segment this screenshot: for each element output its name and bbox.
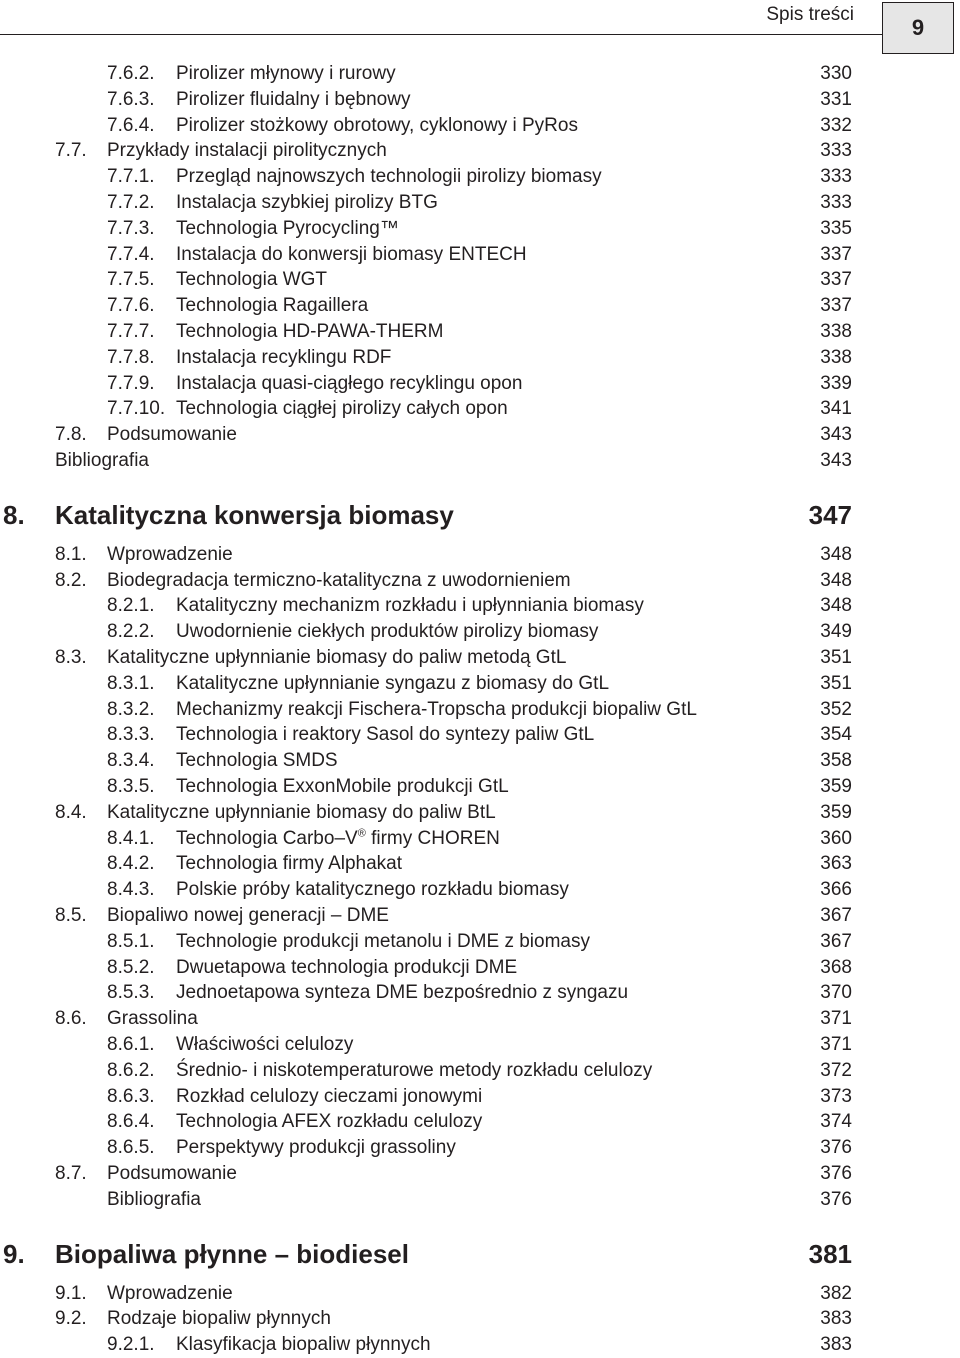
registered-mark: ® [357, 827, 366, 840]
toc-entry[interactable] [0, 748, 960, 774]
toc-entry[interactable] [0, 1084, 960, 1110]
toc-title: Technologia HD-PAWA-THERM [176, 321, 444, 342]
toc-entry[interactable] [0, 980, 960, 1006]
toc-page-number: 338 [820, 321, 852, 342]
toc-number: 7.7.9. [107, 373, 155, 394]
toc-title: Właściwości celulozy [176, 1034, 354, 1055]
toc-title: Technologia SMDS [176, 750, 338, 771]
toc-page-number: 373 [820, 1086, 852, 1107]
toc-page-number: 335 [820, 218, 852, 239]
toc-entry[interactable] [0, 422, 960, 448]
toc-chapter[interactable] [0, 1237, 960, 1271]
toc-page-number: 381 [808, 1238, 852, 1269]
toc-entry[interactable] [0, 903, 960, 929]
toc-entry[interactable] [0, 1032, 960, 1058]
toc-page-number: 343 [820, 424, 852, 445]
toc-entry[interactable] [0, 1161, 960, 1187]
toc-title: Pirolizer młynowy i rurowy [176, 63, 396, 84]
toc-page-number: 360 [820, 828, 852, 849]
toc-page-number: 367 [820, 905, 852, 926]
toc-number: 8.6.1. [107, 1034, 155, 1055]
toc-title: Przegląd najnowszych technologii pirolizy biomasy [176, 166, 602, 187]
toc-number: 8.5.3. [107, 982, 155, 1003]
toc-page-number: 359 [820, 776, 852, 797]
toc-number: 9.2. [55, 1308, 87, 1329]
toc-entry[interactable] [0, 345, 960, 371]
toc-entry[interactable] [0, 319, 960, 345]
toc-number: 8.3.3. [107, 724, 155, 745]
toc-title: Podsumowanie [107, 424, 237, 445]
toc-entry[interactable] [0, 593, 960, 619]
toc-entry[interactable] [0, 568, 960, 594]
toc-title: Technologia AFEX rozkładu celulozy [176, 1111, 483, 1132]
toc-number: 9. [3, 1238, 25, 1269]
toc-number: 8.6. [55, 1008, 87, 1029]
toc-page-number: 347 [808, 499, 852, 530]
toc-number: 8.1. [55, 544, 87, 565]
toc-number: 8.6.2. [107, 1060, 155, 1081]
toc-title: Katalityczna konwersja biomasy [55, 499, 454, 530]
toc-title: Technologia WGT [176, 269, 328, 290]
toc-entry[interactable] [0, 1109, 960, 1135]
toc-title: Bibliografia [55, 450, 149, 471]
toc-page-number: 332 [820, 115, 852, 136]
toc-entry[interactable] [0, 164, 960, 190]
toc-number: 8.5. [55, 905, 87, 926]
toc-entry[interactable] [0, 242, 960, 268]
toc-entry[interactable] [0, 113, 960, 139]
toc-entry[interactable] [0, 1058, 960, 1084]
toc-number: 8.3.2. [107, 699, 155, 720]
toc-title: Średnio- i niskotemperaturowe metody rozkładu celulozy [176, 1060, 653, 1081]
toc-number: 8.4.2. [107, 853, 155, 874]
toc-entry[interactable] [0, 774, 960, 800]
toc-page-number: 348 [820, 570, 852, 591]
toc-number: 7.7.7. [107, 321, 155, 342]
toc-title: Wprowadzenie [107, 1283, 233, 1304]
toc-title: Katalityczne upłynnianie biomasy do paliw BtL [107, 802, 496, 823]
toc-page-number: 337 [820, 295, 852, 316]
toc-title: Instalacja do konwersji biomasy ENTECH [176, 244, 527, 265]
toc-title: Polskie próby katalitycznego rozkładu biomasy [176, 879, 569, 900]
toc-page-number: 348 [820, 544, 852, 565]
toc-entry[interactable] [0, 1006, 960, 1032]
toc-entry[interactable] [0, 619, 960, 645]
toc-entry[interactable] [0, 851, 960, 877]
toc-page-number: 363 [820, 853, 852, 874]
toc-title: Podsumowanie [107, 1163, 237, 1184]
toc-entry[interactable] [0, 216, 960, 242]
toc-entry[interactable] [0, 697, 960, 723]
toc-page-number: 359 [820, 802, 852, 823]
toc-page-number: 371 [820, 1008, 852, 1029]
toc-title: Mechanizmy reakcji Fischera-Tropscha produkcji biopaliw GtL [176, 699, 697, 720]
toc-page-number: 337 [820, 269, 852, 290]
toc-page-number: 354 [820, 724, 852, 745]
toc-entry[interactable] [0, 87, 960, 113]
toc-title: Katalityczne upłynnianie biomasy do paliw metodą GtL [107, 647, 567, 668]
toc-page-number: 382 [820, 1283, 852, 1304]
toc-page-number: 371 [820, 1034, 852, 1055]
toc-title: Katalityczny mechanizm rozkładu i upłynniania biomasy [176, 595, 644, 616]
toc-page-number: 383 [820, 1308, 852, 1329]
toc-number: 7.6.3. [107, 89, 155, 110]
toc-entry[interactable] [0, 722, 960, 748]
toc-title: Perspektywy produkcji grassoliny [176, 1137, 456, 1158]
toc-number: 7.6.4. [107, 115, 155, 136]
toc-entry[interactable] [0, 671, 960, 697]
toc-number: 8.5.2. [107, 957, 155, 978]
toc-entry[interactable] [0, 1281, 960, 1307]
toc-title: Biodegradacja termiczno-katalityczna z uwodornieniem [107, 570, 571, 591]
toc-page-number: 338 [820, 347, 852, 368]
toc-number: 9.2.1. [107, 1334, 155, 1355]
toc-title: Uwodornienie ciekłych produktów pirolizy biomasy [176, 621, 599, 642]
toc-page-number: 358 [820, 750, 852, 771]
toc-number: 9.1. [55, 1283, 87, 1304]
toc-title: Technologia ciągłej pirolizy całych opon [176, 398, 508, 419]
toc-entry[interactable] [0, 1332, 960, 1358]
toc-title: Dwuetapowa technologia produkcji DME [176, 957, 518, 978]
toc-page-number: 376 [820, 1163, 852, 1184]
toc-title [176, 826, 500, 852]
toc-title: Bibliografia [107, 1189, 201, 1210]
toc-title: Technologia Pyrocycling™ [176, 218, 399, 239]
toc-page-number: 339 [820, 373, 852, 394]
toc-page-number: 376 [820, 1189, 852, 1210]
toc-title: Pirolizer stożkowy obrotowy, cyklonowy i PyRos [176, 115, 578, 136]
toc-page-number: 370 [820, 982, 852, 1003]
toc-entry[interactable] [0, 800, 960, 826]
toc-page-number: 349 [820, 621, 852, 642]
toc-page-number: 341 [820, 398, 852, 419]
toc-title: Technologia firmy Alphakat [176, 853, 403, 874]
toc-title: Technologia i reaktory Sasol do syntezy paliw GtL [176, 724, 595, 745]
toc-number: 7.7.1. [107, 166, 155, 187]
toc-title: Katalityczne upłynnianie syngazu z biomasy do GtL [176, 673, 610, 694]
toc-title: Technologia Ragaillera [176, 295, 369, 316]
toc-number: 8.3.4. [107, 750, 155, 771]
running-header-title: Spis treści [766, 4, 854, 25]
toc-number: 7.7.6. [107, 295, 155, 316]
toc-number: 8.4.3. [107, 879, 155, 900]
toc-number: 8.4. [55, 802, 87, 823]
toc-title: Instalacja quasi-ciągłego recyklingu opon [176, 373, 523, 394]
toc-title: Wprowadzenie [107, 544, 233, 565]
toc-number: 8.5.1. [107, 931, 155, 952]
toc-page-number: 333 [820, 166, 852, 187]
toc-entry[interactable] [0, 826, 960, 852]
toc-title: Technologia ExxonMobile produkcji GtL [176, 776, 509, 797]
toc-entry[interactable] [0, 1187, 960, 1213]
toc-number: 7.7.2. [107, 192, 155, 213]
toc-title: Klasyfikacja biopaliw płynnych [176, 1334, 431, 1355]
toc-page-number: 333 [820, 140, 852, 161]
toc-entry[interactable] [0, 877, 960, 903]
toc-title: Jednoetapowa synteza DME bezpośrednio z syngazu [176, 982, 629, 1003]
toc-number: 8.2.2. [107, 621, 155, 642]
toc-page-number: 352 [820, 699, 852, 720]
toc-page-number: 343 [820, 450, 852, 471]
toc-title: Instalacja recyklingu RDF [176, 347, 392, 368]
toc-page-number: 348 [820, 595, 852, 616]
toc-page-number: 331 [820, 89, 852, 110]
toc-title: Technologie produkcji metanolu i DME z biomasy [176, 931, 590, 952]
toc-title: Rodzaje biopaliw płynnych [107, 1308, 331, 1329]
toc-number: 7.7.3. [107, 218, 155, 239]
toc-page-number: 368 [820, 957, 852, 978]
toc-page-number: 376 [820, 1137, 852, 1158]
toc-page-number: 351 [820, 673, 852, 694]
toc-entry[interactable] [0, 955, 960, 981]
header-rule [0, 34, 882, 35]
toc-number: 7.7.4. [107, 244, 155, 265]
toc-title: Przykłady instalacji pirolitycznych [107, 140, 387, 161]
toc-entry[interactable] [0, 190, 960, 216]
toc-title: Biopaliwa płynne – biodiesel [55, 1238, 409, 1269]
toc-number: 8.3.5. [107, 776, 155, 797]
toc-title: Biopaliwo nowej generacji – DME [107, 905, 389, 926]
toc-page-number: 374 [820, 1111, 852, 1132]
toc-page-number: 337 [820, 244, 852, 265]
toc-page-number: 372 [820, 1060, 852, 1081]
toc-entry[interactable] [0, 267, 960, 293]
toc-entry[interactable] [0, 1135, 960, 1161]
toc-entry[interactable] [0, 645, 960, 671]
toc-page-number: 367 [820, 931, 852, 952]
toc-entry[interactable] [0, 542, 960, 568]
toc-page-number: 330 [820, 63, 852, 84]
toc-title-main: Technologia Carbo–V [176, 828, 358, 849]
toc-title: Rozkład celulozy cieczami jonowymi [176, 1086, 483, 1107]
toc-entry[interactable] [0, 1306, 960, 1332]
toc-number: 7.7. [55, 140, 87, 161]
toc-page-number: 351 [820, 647, 852, 668]
toc-number: 8.2. [55, 570, 87, 591]
toc-entry[interactable] [0, 929, 960, 955]
toc-number: 8.3. [55, 647, 87, 668]
toc-number: 8.6.4. [107, 1111, 155, 1132]
toc-entry[interactable] [0, 293, 960, 319]
toc-chapter[interactable] [0, 498, 960, 532]
toc-number: 8.4.1. [107, 828, 155, 849]
toc-number: 8. [3, 499, 25, 530]
toc-page-number: 333 [820, 192, 852, 213]
page-number: 9 [911, 15, 925, 40]
toc-number: 8.7. [55, 1163, 87, 1184]
toc-title: Instalacja szybkiej pirolizy BTG [176, 192, 438, 213]
toc-number: 7.7.10. [107, 398, 166, 419]
toc-entry[interactable] [0, 138, 960, 164]
toc-page-number: 383 [820, 1334, 852, 1355]
toc-entry[interactable] [0, 61, 960, 87]
toc-number: 7.8. [55, 424, 87, 445]
toc-title: Pirolizer fluidalny i bębnowy [176, 89, 411, 110]
toc-page-number: 366 [820, 879, 852, 900]
toc-number: 7.7.8. [107, 347, 155, 368]
toc-number: 8.6.3. [107, 1086, 155, 1107]
page-header [0, 0, 960, 60]
toc-number: 8.6.5. [107, 1137, 155, 1158]
toc-entry[interactable] [0, 371, 960, 397]
page-number-box [882, 2, 954, 54]
toc-number: 8.2.1. [107, 595, 155, 616]
toc-number: 8.3.1. [107, 673, 155, 694]
toc-entry[interactable] [0, 448, 960, 474]
toc-number: 7.6.2. [107, 63, 155, 84]
toc-number: 7.7.5. [107, 269, 155, 290]
toc-entry[interactable] [0, 396, 960, 422]
toc-title-rest: firmy CHOREN [365, 828, 500, 849]
toc-title: Grassolina [107, 1008, 198, 1029]
